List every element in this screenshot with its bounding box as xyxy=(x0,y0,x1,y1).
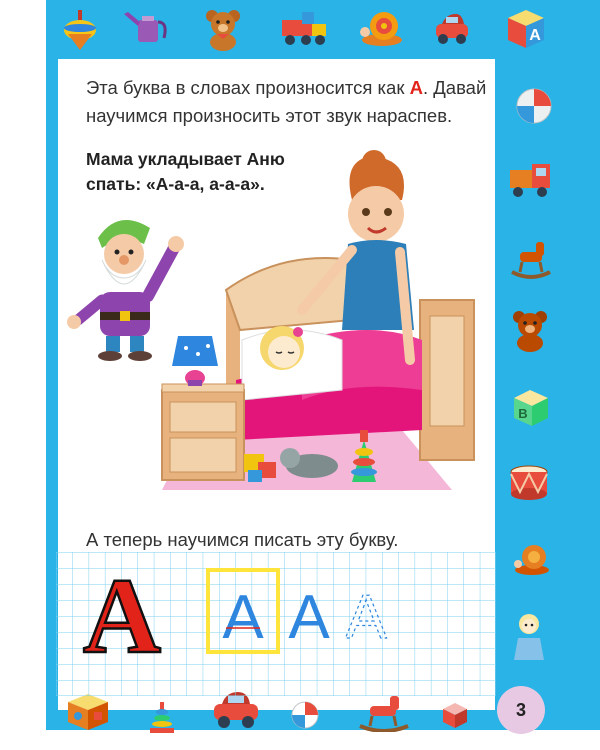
intro-letter-highlight: А xyxy=(409,77,423,98)
trace-letter-a: А xyxy=(222,583,264,652)
teddy-bear-icon xyxy=(200,6,246,52)
ball-icon xyxy=(514,86,554,126)
outline-letter-a: А xyxy=(288,583,330,652)
mama-line-2: спать: «А-а-а, а-а-а». xyxy=(86,174,265,194)
toy-car-icon xyxy=(432,10,472,46)
page-number: 3 xyxy=(515,699,526,720)
right-teddy-bear-icon xyxy=(508,308,552,352)
cube-letter-v: В xyxy=(518,406,528,421)
bottom-cube-icon xyxy=(440,700,470,730)
spinning-top-icon xyxy=(60,8,100,52)
snail-icon xyxy=(512,540,552,576)
toy-snail-icon xyxy=(358,6,404,48)
page-number-badge xyxy=(497,686,545,734)
writing-grid xyxy=(56,552,496,696)
intro-text-end: . Давай научимся произносить этот звук нараспев. xyxy=(86,77,487,126)
letter-cube-b-icon xyxy=(510,386,552,428)
doll-icon xyxy=(508,610,550,666)
letter-cube-icon xyxy=(502,4,550,52)
drum-icon xyxy=(506,462,552,504)
intro-paragraph xyxy=(86,74,496,130)
dotted-letter-a: А xyxy=(345,583,387,652)
rocking-horse-icon xyxy=(508,236,554,280)
toy-train-icon xyxy=(278,8,330,48)
bottom-rocking-horse-icon xyxy=(356,690,412,732)
bedroom-illustration xyxy=(152,140,492,504)
watering-can-icon xyxy=(120,8,170,48)
big-letter-a xyxy=(83,557,161,676)
write-instruction: А теперь научимся писать эту букву. xyxy=(86,529,399,550)
bottom-ball-icon xyxy=(290,700,320,730)
big-letter-a-text: А xyxy=(83,557,161,676)
mama-line-1: Мама укладывает Аню xyxy=(86,149,285,169)
shape-sorter-icon xyxy=(62,690,112,732)
right-toy-train-icon xyxy=(506,158,556,202)
intro-text-start: Эта буква в словах произносится как xyxy=(86,77,410,98)
cube-letter-a: А xyxy=(529,27,541,44)
pyramid-toy-icon xyxy=(148,700,176,736)
